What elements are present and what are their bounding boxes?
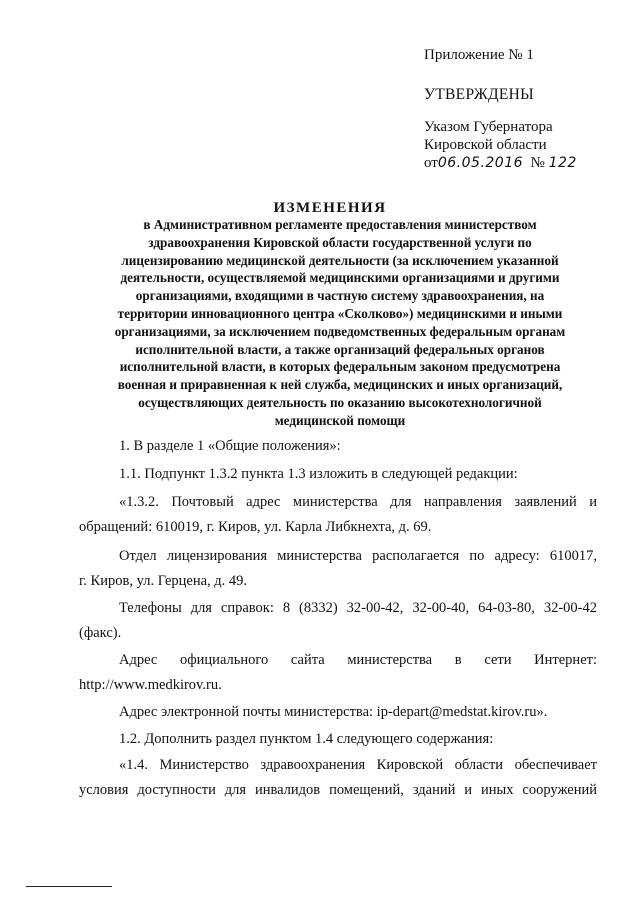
subtitle-line: исполнительной власти, в которых федеральным законом предусмотрена <box>119 359 561 375</box>
approved-label: УТВЕРЖДЕНЫ <box>424 86 534 103</box>
paragraph-phones <box>79 596 597 646</box>
text-line: г. Киров, ул. Герцена, д. 49. <box>79 573 248 589</box>
subtitle-line: медицинской помощи <box>274 412 406 428</box>
paragraph-1-2: 1.2. Дополнить раздел пунктом 1.4 следующего содержания: <box>119 731 494 747</box>
paragraph-email: Адрес электронной почты министерства: ip-depart@medstat.kirov.ru». <box>119 704 548 720</box>
subtitle-line: организациями, входящими в частную систему здравоохранения, на <box>135 288 545 304</box>
paragraph-1-1: 1.1. Подпункт 1.3.2 пункта 1.3 изложить в следующей редакции: <box>119 466 518 482</box>
paragraph-accessibility <box>79 753 597 803</box>
decree-line-2: Кировской области <box>424 137 547 153</box>
subtitle-line: деятельности, осуществляемой медицинскими организациями и другими <box>120 270 560 286</box>
subtitle-line: здравоохранения Кировской области государственной услуги по <box>148 234 532 250</box>
decree-date-handwritten: 06.05.2016 <box>437 155 524 171</box>
text-line: «1.4. Министерство здравоохранения Кировской области обеспечивает <box>119 757 597 773</box>
text-line: Адрес официального сайта министерства в сети Интернет: <box>119 652 597 668</box>
text-line: обращений: 610019, г. Киров, ул. Карла Либкнехта, д. 69. <box>79 519 432 535</box>
text-line: условия доступности для инвалидов помещений, зданий и иных сооружений <box>79 782 597 798</box>
paragraph-licensing-office <box>79 544 597 594</box>
paragraph-1: 1. В разделе 1 «Общие положения»: <box>119 438 341 454</box>
subtitle-line: организациями, за исключением подведомственных федеральным органам <box>114 323 566 339</box>
decree-line-1: Указом Губернатора <box>424 119 553 135</box>
decree-from: от <box>424 155 438 171</box>
document-title: ИЗМЕНЕНИЯ <box>273 200 387 216</box>
website-url: http://www.medkirov.ru. <box>79 677 222 693</box>
decree-date-line <box>424 154 624 172</box>
footnote-separator <box>26 886 112 887</box>
subtitle-line: в Административном регламенте предоставления министерством <box>143 217 537 232</box>
decree-number-label: № <box>530 155 545 171</box>
subtitle-line: исполнительной власти, а также организаций федеральных органов <box>135 341 545 357</box>
document-subtitle <box>70 216 610 430</box>
subtitle-line: лицензированию медицинской деятельности (за исключением указанной <box>121 252 559 268</box>
text-line: (факс). <box>79 625 122 641</box>
paragraph-postal-address <box>79 490 597 540</box>
decree-number-handwritten: 122 <box>548 155 577 171</box>
text-line: Отдел лицензирования министерства располагается по адресу: 610017, <box>119 548 597 564</box>
paragraph-website <box>79 648 597 698</box>
text-line: Телефоны для справок: 8 (8332) 32-00-42, 32-00-40, 64-03-80, 32-00-42 <box>119 600 597 616</box>
appendix-number: Приложение № 1 <box>424 47 534 63</box>
subtitle-line: территории инновационного центра «Сколково») медицинскими и иными <box>117 305 563 321</box>
text-line: «1.3.2. Почтовый адрес министерства для направления заявлений и <box>119 494 597 510</box>
subtitle-line: осуществляющих деятельность по оказанию высокотехнологичной <box>138 394 542 410</box>
decree-block <box>424 118 624 172</box>
subtitle-line: военная и приравненная к ней служба, медицинских и иных организаций, <box>117 377 563 393</box>
